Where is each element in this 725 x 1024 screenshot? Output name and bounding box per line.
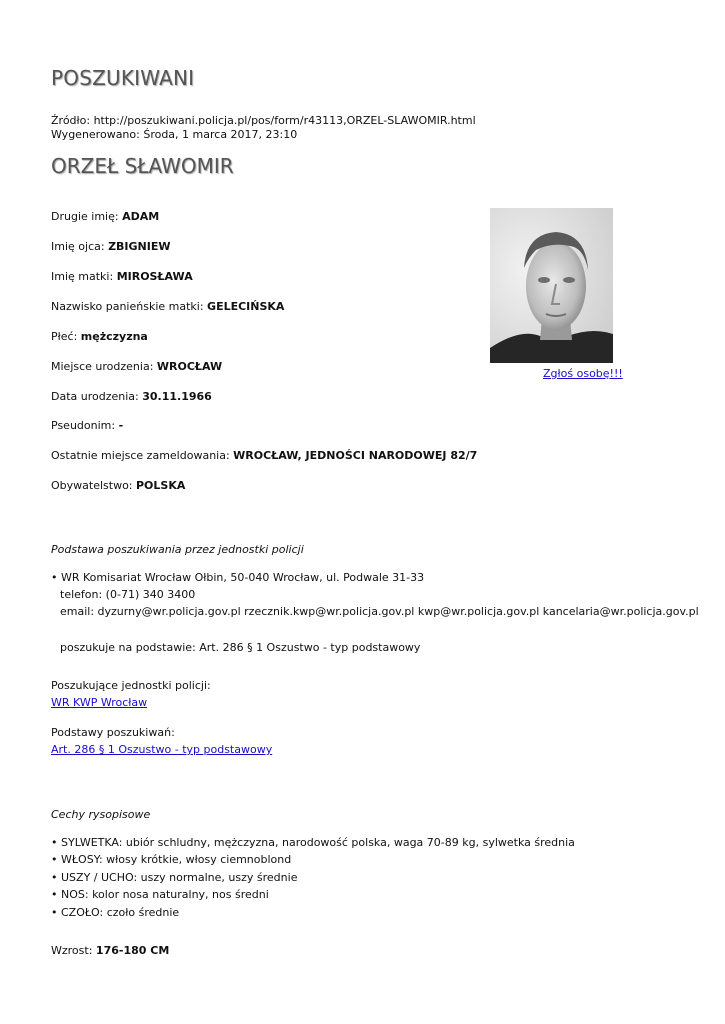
units-link[interactable]: WR KWP Wrocław <box>51 696 148 709</box>
field-last-address: Ostatnie miejsce zameldowania: WROCŁAW, JEDNOŚCI NARODOWEJ 82/7 <box>51 449 478 462</box>
field-birthplace: Miejsce urodzenia: WROCŁAW <box>51 360 223 373</box>
field-nickname: Pseudonim: - <box>51 419 124 432</box>
field-citizenship: Obywatelstwo: POLSKA <box>51 479 186 492</box>
source-line: Źródło: http://poszukiwani.policja.pl/pos/form/r43113,ORZEL-SLAWOMIR.html <box>51 114 476 127</box>
list-item: • USZY / UCHO: uszy normalne, uszy średnie <box>51 871 298 884</box>
list-item: • NOS: kolor nosa naturalny, nos średni <box>51 888 269 901</box>
report-person-link[interactable]: Zgłoś osobę!!! <box>543 367 623 380</box>
unit-email: email: dyzurny@wr.policja.gov.pl rzecznik.kwp@wr.policja.gov.pl kwp@wr.policja.gov.pl kancelaria@wr.policja.gov.pl <box>60 605 699 618</box>
grounds-link[interactable]: Art. 286 § 1 Oszustwo - typ podstawowy <box>51 743 273 756</box>
person-photo <box>490 208 618 363</box>
height-field: Wzrost: 176-180 CM <box>51 944 170 957</box>
list-item: • WŁOSY: włosy krótkie, włosy ciemnoblond <box>51 853 292 866</box>
field-mother-maiden-name: Nazwisko panieńskie matki: GELECIŃSKA <box>51 300 285 313</box>
list-item: • CZOŁO: czoło średnie <box>51 906 180 919</box>
units-label: Poszukujące jednostki policji: <box>51 679 211 692</box>
person-name: ORZEŁ SŁAWOMIR <box>51 154 234 178</box>
basis-heading: Podstawa poszukiwania przez jednostki policji <box>51 543 304 556</box>
field-sex: Płeć: mężczyzna <box>51 330 148 343</box>
description-heading: Cechy rysopisowe <box>51 808 151 821</box>
field-birthdate: Data urodzenia: 30.11.1966 <box>51 390 212 403</box>
grounds-label: Podstawy poszukiwań: <box>51 726 175 739</box>
unit-item: • WR Komisariat Wrocław Ołbin, 50-040 Wrocław, ul. Podwale 31-33 <box>51 571 425 584</box>
page-title: POSZUKIWANI <box>51 66 195 90</box>
unit-article: poszukuje na podstawie: Art. 286 § 1 Oszustwo - typ podstawowy <box>60 641 421 654</box>
field-father-name: Imię ojca: ZBIGNIEW <box>51 240 171 253</box>
unit-phone: telefon: (0-71) 340 3400 <box>60 588 196 601</box>
field-middle-name: Drugie imię: ADAM <box>51 210 160 223</box>
generated-line: Wygenerowano: Środa, 1 marca 2017, 23:10 <box>51 128 298 141</box>
portrait-image <box>490 208 618 363</box>
field-mother-name: Imię matki: MIROSŁAWA <box>51 270 193 283</box>
list-item: • SYLWETKA: ubiór schludny, mężczyzna, narodowość polska, waga 70-89 kg, sylwetka średnia <box>51 836 575 849</box>
